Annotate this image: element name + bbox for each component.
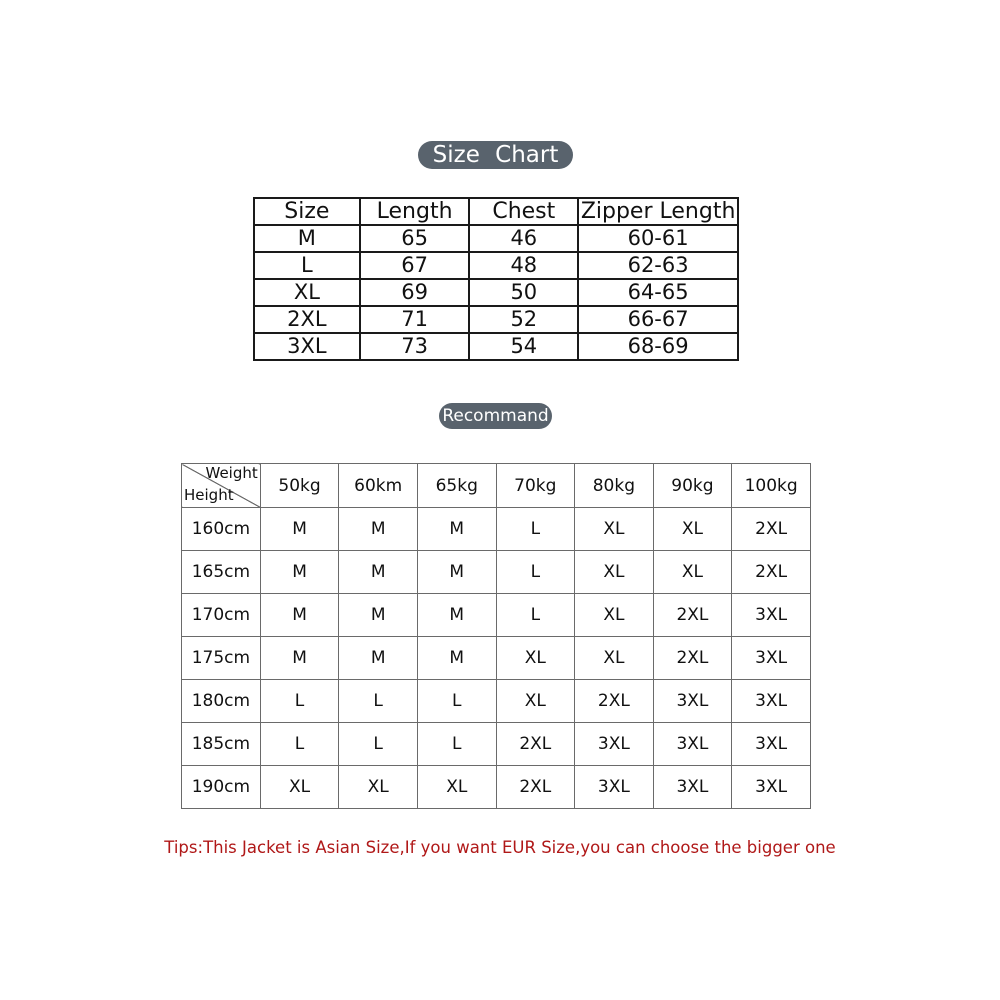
recommend-row (182, 508, 811, 551)
size-chart-title: Size Chart (418, 141, 573, 169)
size-cell: 60-61 (578, 225, 738, 252)
size-cell: 71 (360, 306, 470, 333)
size-cell: 3XL (254, 333, 360, 360)
recommend-label: Recommand (439, 403, 552, 429)
size-cell: 50 (469, 279, 578, 306)
recommend-size-cell: L (417, 723, 496, 766)
recommend-size-cell: L (496, 508, 575, 551)
size-cell: 68-69 (578, 333, 738, 360)
recommend-size-cell: 3XL (732, 723, 811, 766)
size-cell: 62-63 (578, 252, 738, 279)
recommend-header-row (182, 464, 811, 508)
weight-header-cell: 70kg (496, 464, 575, 508)
recommend-size-cell: M (417, 594, 496, 637)
size-cell: 64-65 (578, 279, 738, 306)
recommend-size-cell: M (417, 637, 496, 680)
recommend-size-cell: XL (496, 680, 575, 723)
weight-header-cell: 60km (339, 464, 418, 508)
recommend-size-cell: XL (339, 766, 418, 809)
recommend-row (182, 680, 811, 723)
size-cell: 52 (469, 306, 578, 333)
recommend-size-cell: 3XL (653, 766, 732, 809)
recommend-size-cell: XL (575, 594, 654, 637)
recommend-size-cell: XL (575, 637, 654, 680)
corner-weight-label: Weight (205, 464, 258, 482)
recommend-size-cell: 3XL (575, 723, 654, 766)
size-cell: 46 (469, 225, 578, 252)
weight-header-cell: 65kg (417, 464, 496, 508)
height-cell: 180cm (182, 680, 261, 723)
size-cell: 48 (469, 252, 578, 279)
size-cell: 65 (360, 225, 470, 252)
recommend-size-cell: M (339, 594, 418, 637)
recommend-size-cell: 3XL (653, 723, 732, 766)
recommend-size-cell: L (417, 680, 496, 723)
recommend-size-cell: L (496, 594, 575, 637)
size-cell: L (254, 252, 360, 279)
height-cell: 170cm (182, 594, 261, 637)
recommend-row (182, 551, 811, 594)
recommend-size-cell: 2XL (732, 551, 811, 594)
recommend-size-cell: 3XL (732, 680, 811, 723)
recommend-size-cell: 2XL (496, 723, 575, 766)
size-cell: XL (254, 279, 360, 306)
recommend-table (181, 463, 811, 809)
size-row (254, 225, 738, 252)
recommend-size-cell: XL (575, 508, 654, 551)
recommend-row (182, 594, 811, 637)
height-cell: 190cm (182, 766, 261, 809)
tips-text: Tips:This Jacket is Asian Size,If you want EUR Size,you can choose the bigger one (164, 838, 836, 857)
size-header-cell: Zipper Length (578, 198, 738, 225)
size-cell: M (254, 225, 360, 252)
recommend-size-cell: M (260, 637, 339, 680)
recommend-size-cell: 3XL (732, 594, 811, 637)
recommend-size-cell: 2XL (575, 680, 654, 723)
recommend-size-cell: XL (575, 551, 654, 594)
recommend-size-cell: M (260, 508, 339, 551)
corner-cell (182, 464, 261, 508)
recommend-size-cell: L (260, 680, 339, 723)
size-cell: 2XL (254, 306, 360, 333)
height-cell: 185cm (182, 723, 261, 766)
recommend-size-cell: L (260, 723, 339, 766)
recommend-row (182, 766, 811, 809)
height-cell: 165cm (182, 551, 261, 594)
size-header-row (254, 198, 738, 225)
recommend-size-cell: 2XL (653, 637, 732, 680)
size-header-cell: Chest (469, 198, 578, 225)
size-header-cell: Size (254, 198, 360, 225)
weight-header-cell: 80kg (575, 464, 654, 508)
recommend-size-cell: 2XL (496, 766, 575, 809)
weight-header-cell: 100kg (732, 464, 811, 508)
size-chart-table (253, 197, 739, 361)
recommend-size-cell: XL (496, 637, 575, 680)
size-cell: 67 (360, 252, 470, 279)
height-cell: 175cm (182, 637, 261, 680)
recommend-size-cell: 3XL (575, 766, 654, 809)
recommend-size-cell: M (339, 508, 418, 551)
recommend-size-cell: 3XL (732, 637, 811, 680)
recommend-size-cell: 2XL (732, 508, 811, 551)
size-cell: 54 (469, 333, 578, 360)
recommend-size-cell: M (260, 551, 339, 594)
recommend-size-cell: M (417, 551, 496, 594)
recommend-size-cell: L (339, 680, 418, 723)
size-row (254, 333, 738, 360)
recommend-size-cell: XL (417, 766, 496, 809)
size-cell: 73 (360, 333, 470, 360)
size-header-cell: Length (360, 198, 470, 225)
size-cell: 66-67 (578, 306, 738, 333)
recommend-size-cell: 2XL (653, 594, 732, 637)
recommend-size-cell: L (339, 723, 418, 766)
weight-header-cell: 50kg (260, 464, 339, 508)
recommend-size-cell: L (496, 551, 575, 594)
recommend-size-cell: M (339, 551, 418, 594)
corner-height-label: Height (184, 486, 234, 504)
size-row (254, 279, 738, 306)
height-cell: 160cm (182, 508, 261, 551)
recommend-size-cell: XL (653, 508, 732, 551)
recommend-size-cell: XL (653, 551, 732, 594)
recommend-size-cell: XL (260, 766, 339, 809)
size-row (254, 252, 738, 279)
recommend-size-cell: M (339, 637, 418, 680)
recommend-row (182, 723, 811, 766)
weight-header-cell: 90kg (653, 464, 732, 508)
recommend-size-cell: M (417, 508, 496, 551)
recommend-size-cell: M (260, 594, 339, 637)
recommend-size-cell: 3XL (653, 680, 732, 723)
recommend-size-cell: 3XL (732, 766, 811, 809)
size-cell: 69 (360, 279, 470, 306)
size-row (254, 306, 738, 333)
recommend-row (182, 637, 811, 680)
